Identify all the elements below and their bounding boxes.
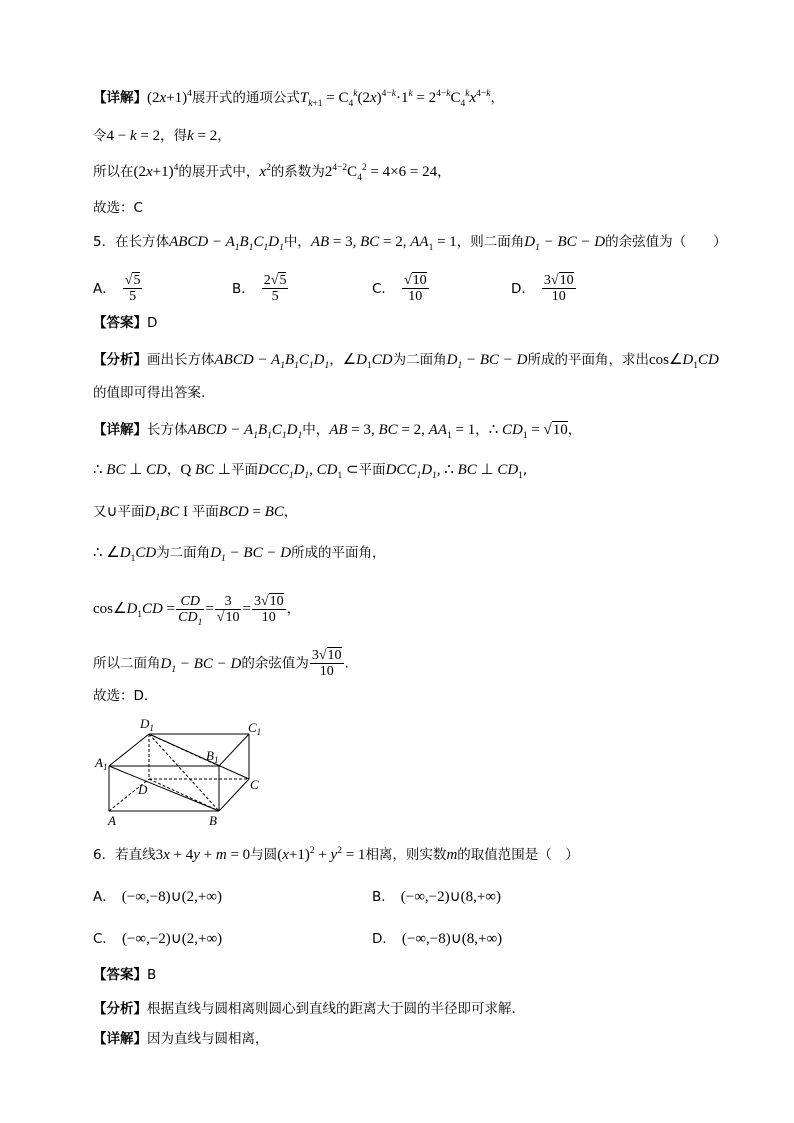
label-a1: $A_1$ [95, 755, 108, 772]
label-d1: $D_1$ [140, 716, 154, 733]
cuboid-figure [90, 712, 280, 830]
q5-option-b[interactable]: B． $\frac{2√5}{5}$ [232, 273, 287, 304]
q6-answer: 【答案】B [93, 967, 157, 983]
detail-label: 【详解】 [93, 90, 147, 106]
q5-stem: 5．在长方体ABCD − $A_1B_1C_1D_1$中，AB = 3, BC = 2, $AA_1 = 1$，则二面角$D_1$ − BC − D的余弦值为（ ） [93, 234, 727, 253]
q6-option-b[interactable]: B． (−∞,−2)∪(8,+∞) [372, 889, 501, 905]
q6-detail: 【详解】因为直线与圆相离， [93, 1031, 269, 1047]
q4-detail-line: 【详解】$(2x+1)^4$展开式的通项公式$T_{k+1} = C_4^k(2x)^{4-k}\cdot 1^k = 2^{4-k}C_4^kx^{4-k}$， [93, 89, 504, 109]
q6-analysis: 【分析】根据直线与圆相离则圆心到直线的距离大于圆的半径即可求解. [93, 1001, 516, 1017]
q5-detail-1: 【详解】长方体ABCD − $A_1B_1C_1D_1$中，AB = 3, BC = 2, $AA_1 = 1$，∴ $CD_1 = √10$， [93, 422, 582, 441]
q5-conclusion: 所以二面角$D_1$ − BC − D的余弦值为 $\frac{3√10}{10}$ . [93, 648, 349, 679]
q6-stem: 6．若直线3x + 4y + m = 0与圆$(x+1)^2 + y^2 = 1$相离，则实数m的取值范围是（ ） [93, 846, 579, 863]
q5-detail-3: 又∪平面$D_1BC$ I 平面BCD = BC， [93, 504, 298, 523]
label-b: B [209, 813, 217, 828]
q5-option-d[interactable]: D． $\frac{3√10}{10}$ [511, 273, 574, 304]
q5-detail-2: ∴ BC ⊥ CD，Q BC ⊥平面$DCC_1D_1$, $CD_1$ ⊂平面$DCC_1D_1$, ∴ BC ⊥ $CD_1$, [93, 462, 528, 481]
q5-choose: 故选：D. [93, 688, 149, 704]
label-c: C [250, 777, 259, 792]
q5-detail-4: ∴ $\angle D_1CD$为二面角$D_1$ − BC − D所成的平面角， [93, 545, 386, 564]
q6-option-c[interactable]: C． (−∞,−2)∪(2,+∞) [93, 931, 223, 947]
q5-answer: 【答案】D [93, 315, 158, 331]
q5-option-c[interactable]: C． $\frac{√10}{10}$ [372, 273, 427, 304]
label-d: D [138, 782, 148, 797]
q6-option-d[interactable]: D． (−∞,−8)∪(8,+∞) [372, 931, 503, 947]
q5-analysis: 【分析】画出长方体ABCD − $A_1B_1C_1D_1$，$\angle D_1CD$为二面角$D_1$ − BC − D所成的平面角，求出$\cos\angle D_1CD$ [93, 352, 719, 371]
q4-coef-line: 所以在$(2x+1)^4$的展开式中，$x^2$的系数为$2^{4-2}C_4^2 = 4\times 6 = 24$， [93, 163, 451, 183]
label-b1: $B_1$ [206, 748, 219, 765]
q5-analysis-tail: 的值即可得出答案. [93, 385, 206, 401]
q5-option-a[interactable]: A． $\frac{√5}{5}$ [93, 273, 141, 304]
q4-let-line: 令4 − k = 2，得k = 2， [93, 128, 231, 144]
q5-detail-cos: $\cos\angle D_1CD$ = $\frac{CD}{CD_1}$ = $\frac{3}{√10}$ = $\frac{3√10}{10}$ ， [93, 593, 301, 628]
label-c1: $C_1$ [248, 720, 262, 737]
q6-option-a[interactable]: A． (−∞,−8)∪(2,+∞) [93, 889, 222, 905]
q4-choose: 故选：C [93, 200, 143, 216]
label-a: A [108, 813, 116, 828]
